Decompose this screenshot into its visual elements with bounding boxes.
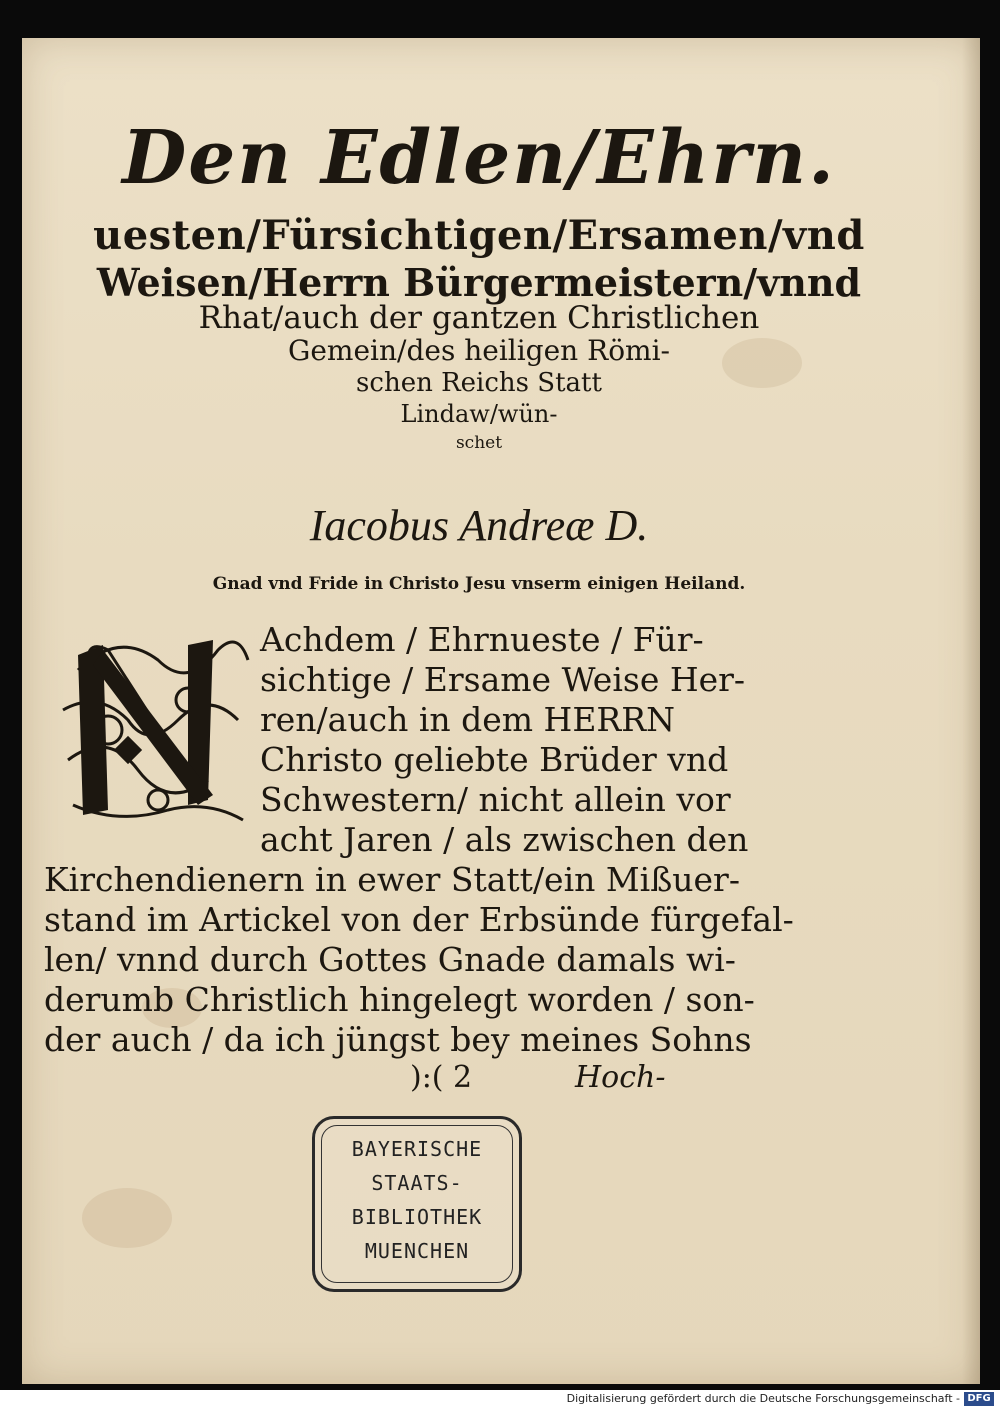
catchword: Hoch- [575, 1060, 666, 1095]
dedication-title-line-3: Weisen/Herrn Bürgermeistern/vnnd [96, 260, 862, 305]
stamp-line: STAATS- [371, 1171, 463, 1195]
stamp-line: BAYERISCHE [351, 1137, 483, 1161]
body-text-line: ren/auch in dem HERRN [260, 700, 675, 739]
body-text-line: acht Jaren / als zwischen den [260, 820, 749, 859]
dedication-title-line-6: schen Reichs Statt [356, 368, 602, 398]
funding-notice: Digitalisierung gefördert durch die Deutsche Forschungsgemeinschaft - [566, 1392, 960, 1405]
body-text-line: Achdem / Ehrnueste / Für- [260, 620, 704, 659]
dedication-title-line-5: Gemein/des heiligen Römi- [287, 334, 671, 367]
dedication-title-line-7: Lindaw/wün- [400, 400, 558, 428]
decorated-initial-n-icon [48, 610, 263, 835]
signature-mark: ):( 2 [410, 1060, 473, 1095]
greeting-line: Gnad vnd Fride in Christo Jesu vnserm einigen Heiland. [212, 574, 746, 594]
body-text-line: len/ vnnd durch Gottes Gnade damals wi- [44, 940, 736, 979]
body-text-line: sichtige / Ersame Weise Her- [260, 660, 746, 699]
body-text-line: Kirchendienern in ewer Statt/ein Mißuer- [44, 860, 740, 899]
body-text-line: derumb Christlich hingelegt worden / son- [44, 980, 755, 1019]
body-text-line: Christo geliebte Brüder vnd [260, 740, 729, 779]
dedication-title-line-8: schet [455, 433, 503, 453]
stamp-line: BIBLIOTHEK [351, 1205, 483, 1229]
body-text-line: der auch / da ich jüngst bey meines Sohns [44, 1020, 752, 1059]
dedication-title-line-4: Rhat/auch der gantzen Christlichen [198, 300, 760, 336]
dedication-title-line-2: uesten/Fürsichtigen/Ersamen/vnd [93, 212, 865, 259]
dedication-title-line-1: Den Edlen/Ehrn. [122, 115, 836, 201]
body-text-line: stand im Artickel von der Erbsünde fürgefal- [44, 900, 794, 939]
footer-bar [0, 1390, 1000, 1409]
page-edge-shadow [962, 38, 980, 1384]
dfg-logo-icon: DFG [964, 1392, 994, 1406]
paper-stain [82, 1188, 172, 1248]
body-text-line: Schwestern/ nicht allein vor [260, 780, 731, 819]
stamp-line: MUENCHEN [364, 1239, 470, 1263]
author-name: Iacobus Andreæ D. [309, 501, 649, 550]
library-stamp [312, 1116, 522, 1292]
